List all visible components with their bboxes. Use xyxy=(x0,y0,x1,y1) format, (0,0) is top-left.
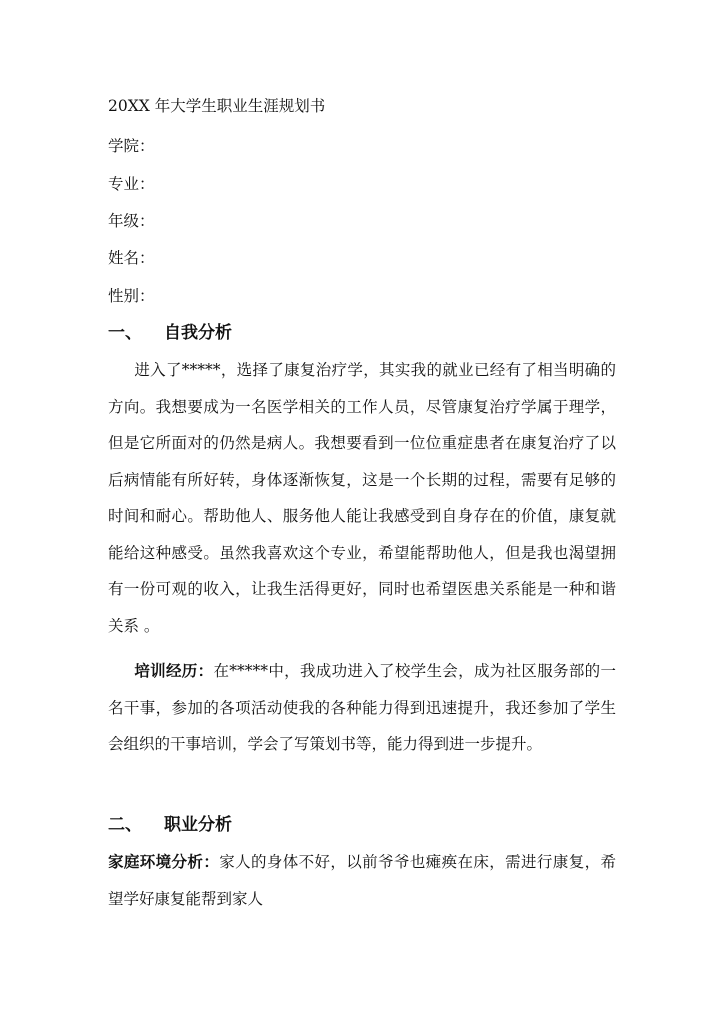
family-label: 家庭环境分析： xyxy=(108,852,220,871)
field-name: 姓名： xyxy=(108,249,155,267)
field-major: 专业： xyxy=(108,175,155,193)
field-college: 学院： xyxy=(108,137,155,155)
section-title: 自我分析 xyxy=(164,323,232,343)
training-paragraph xyxy=(108,653,616,763)
section-number: 一、 xyxy=(108,323,142,343)
section-heading-self-analysis xyxy=(108,322,232,344)
training-label: 培训经历： xyxy=(134,661,214,680)
self-analysis-paragraph: 进入了*****，选择了康复治疗学，其实我的就业已经有了相当明确的方向。我想要成为一名医学相关的工作人员，尽管康复治疗学属于理学，但是它所面对的仍然是病人。我想要看到一位位重症患者在康复治疗了以后病情能有所好转，身体逐渐恢复，这是一个长期的过程，需要有足够的时间和耐心。帮助他人、服务他人能让我感受到自身存在的价值，康复就能给这种感受。虽然我喜欢这个专业，希望能帮助他人，但是我也渴望拥有一份可观的收入，让我生活得更好，同时也希望医患关系能是一种和谐关系 。 xyxy=(108,361,616,635)
field-gender: 性别： xyxy=(108,287,155,305)
document-title: 20XX 年大学生职业生涯规划书 xyxy=(108,97,326,115)
section-title: 职业分析 xyxy=(164,815,232,835)
field-grade: 年级： xyxy=(108,212,155,230)
section-heading-career-analysis xyxy=(108,814,232,836)
family-paragraph xyxy=(108,844,616,917)
section-number: 二、 xyxy=(108,815,142,835)
training-text: 在*****中，我成功进入了校学生会，成为社区服务部的一名干事，参加的各项活动使我的各种能力得到迅速提升，我还参加了学生会组织的干事培训，学会了写策划书等，能力得到进一步提升。 xyxy=(108,662,616,753)
family-text: 家人的身体不好，以前爷爷也瘫痪在床，需进行康复，希望学好康复能帮到家人 xyxy=(108,853,616,908)
